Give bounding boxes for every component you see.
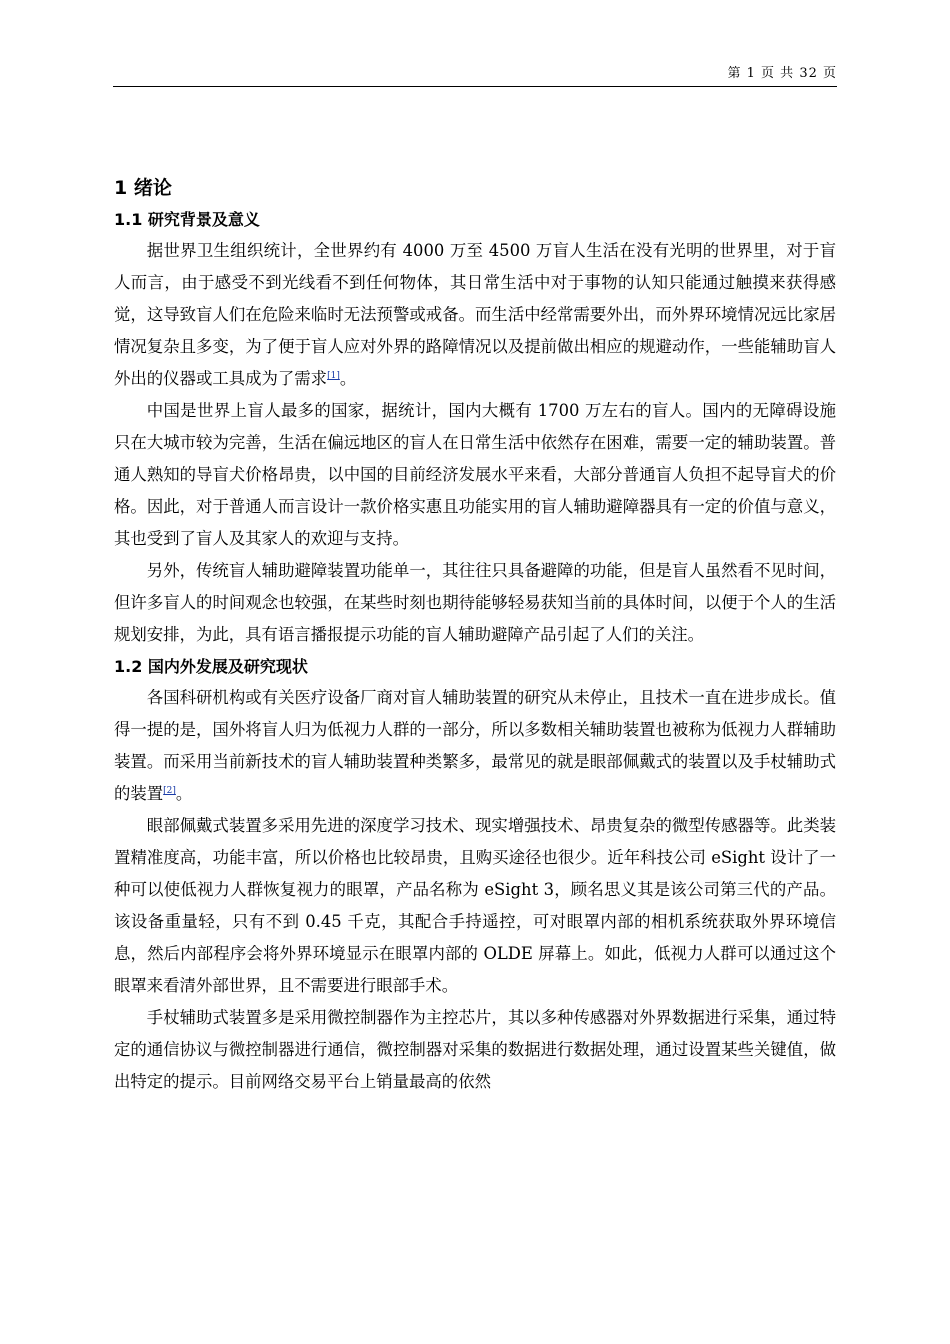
paragraph-status-1: [114, 682, 836, 810]
paragraph-text: 另外，传统盲人辅助避障装置功能单一，其往往只具备避障的功能，但是盲人虽然看不见时间，但许多盲人的时间观念也较强，在某些时刻也期待能够轻易获知当前的具体时间，以便于个人的生活规划安排，为此，具有语言播报提示功能的盲人辅助避障产品引起了人们的关注。: [114, 561, 836, 644]
paragraph-tail: 。: [339, 369, 357, 388]
document-body: [114, 172, 836, 1098]
citation-link-2[interactable]: [2]: [163, 786, 176, 796]
section-title-1-1: 1.1 研究背景及意义: [114, 210, 260, 229]
paragraph-status-3: [114, 1002, 836, 1098]
citation-link-1[interactable]: [1]: [327, 371, 340, 381]
paragraph-tail: 。: [175, 784, 193, 803]
paragraph-background-2: [114, 395, 836, 555]
paragraph-background-3: [114, 555, 836, 651]
paragraph-text: 手杖辅助式装置多是采用微控制器作为主控芯片，其以多种传感器对外界数据进行采集，通过特定的通信协议与微控制器进行通信，微控制器对采集的数据进行数据处理，通过设置某些关键值，做出特定的提示。目前网络交易平台上销量最高的依然: [114, 1008, 836, 1091]
paragraph-text: 据世界卫生组织统计，全世界约有 4000 万至 4500 万盲人生活在没有光明的世界里，对于盲人而言，由于感受不到光线看不到任何物体，其日常生活中对于事物的认知只能通过触摸来获得感觉，这导致盲人们在危险来临时无法预警或戒备。而生活中经常需要外出，而外界环境情况远比家居情况复杂且多变，为了便于盲人应对外界的路障情况以及提前做出相应的规避动作，一些能辅助盲人外出的仪器或工具成为了需求: [114, 241, 836, 388]
page-number-label: 第 1 页 共 32 页: [727, 66, 837, 81]
paragraph-text: 各国科研机构或有关医疗设备厂商对盲人辅助装置的研究从未停止，且技术一直在进步成长。值得一提的是，国外将盲人归为低视力人群的一部分，所以多数相关辅助装置也被称为低视力人群辅助装置。而采用当前新技术的盲人辅助装置种类繁多，最常见的就是眼部佩戴式的装置以及手杖辅助式的装置: [114, 688, 836, 803]
paragraph-status-2: [114, 810, 836, 1002]
paragraph-text: 中国是世界上盲人最多的国家，据统计，国内大概有 1700 万左右的盲人。国内的无障碍设施只在大城市较为完善，生活在偏远地区的盲人在日常生活中依然存在困难，需要一定的辅助装置。普通人熟知的导盲犬价格昂贵，以中国的目前经济发展水平来看，大部分普通盲人负担不起导盲犬的价格。因此，对于普通人而言设计一款价格实惠且功能实用的盲人辅助避障器具有一定的价值与意义，其也受到了盲人及其家人的欢迎与支持。: [114, 401, 836, 548]
paragraph-text: 眼部佩戴式装置多采用先进的深度学习技术、现实增强技术、昂贵复杂的微型传感器等。此类装置精准度高，功能丰富，所以价格也比较昂贵，且购买途径也很少。近年科技公司 eSight 设计了一种可以使低视力人群恢复视力的眼罩，产品名称为 eSight 3，顾名思义其是该公司第三代的产品。该设备重量轻，只有不到 0.45 千克，其配合手持遥控，可对眼罩内部的相机系统获取外界环境信息，然后内部程序会将外界环境显示在眼罩内部的 OLDE 屏幕上。如此，低视力人群可以通过这个眼罩来看清外部世界，且不需要进行眼部手术。: [114, 816, 836, 995]
page-header: [113, 64, 837, 87]
chapter-title: 1 绪论: [114, 177, 172, 199]
section-title-1-2: 1.2 国内外发展及研究现状: [114, 657, 308, 676]
paragraph-background-1: [114, 235, 836, 395]
